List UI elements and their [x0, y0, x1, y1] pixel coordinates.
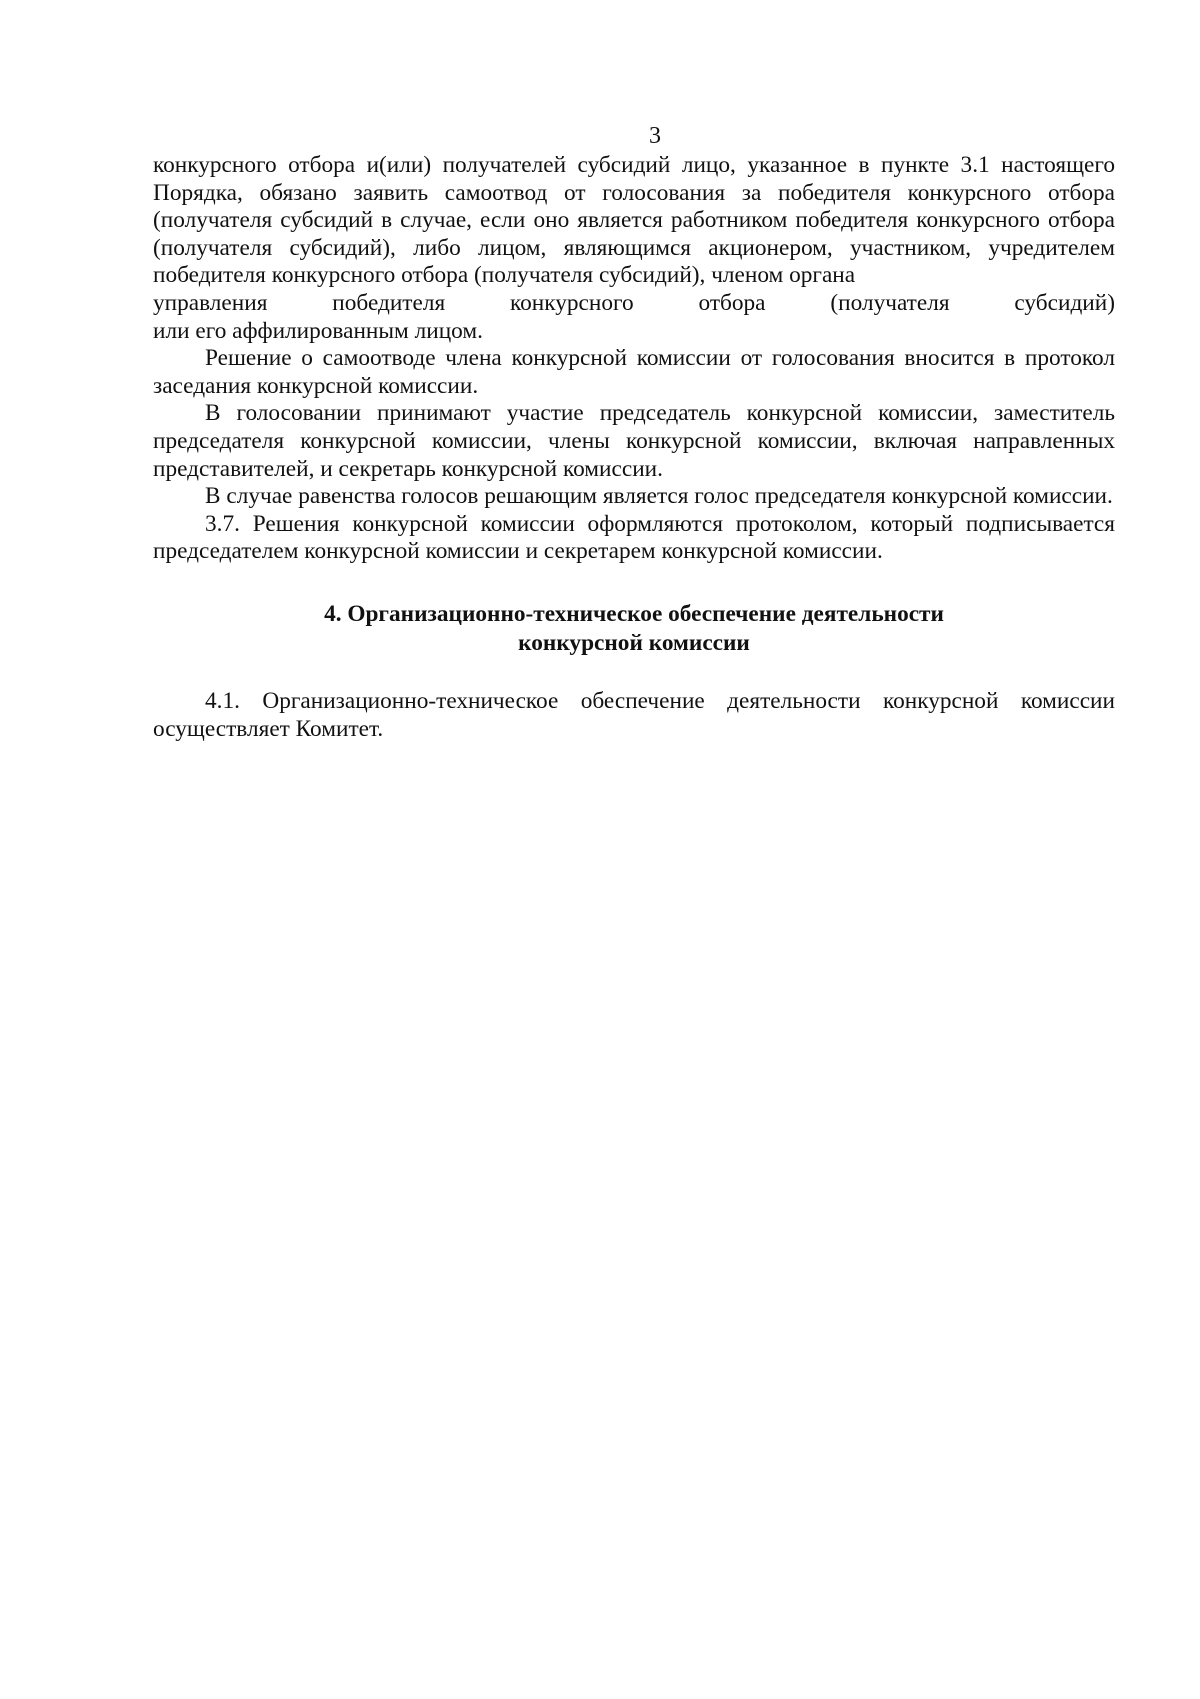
paragraph-4-1-support: 4.1. Организационно-техническое обеспечение деятельности конкурсной комиссии осуществляет Комитет.	[153, 687, 1115, 742]
document-body	[153, 152, 1115, 743]
section-4-heading-line-2: конкурсной комиссии	[518, 629, 750, 656]
paragraph-self-recusal-line-block-3: или его аффилированным лицом.	[153, 317, 483, 344]
page-number: 3	[649, 123, 661, 149]
section-4-heading	[153, 600, 1115, 658]
paragraph-voting-participants: В голосовании принимают участие председатель конкурсной комиссии, заместитель председателя конкурсной комиссии, члены конкурсной комиссии, включая направленных представителей, и секретарь конкурсной комиссии.	[153, 400, 1115, 482]
paragraph-self-recusal-line-block-2: управления победителя конкурсного отбора (получателя субсидий)	[153, 289, 1115, 316]
paragraph-3-7-protocol: 3.7. Решения конкурсной комиссии оформляются протоколом, который подписывается председателем конкурсной комиссии и секретарем конкурсной комиссии.	[153, 510, 1115, 565]
section-4-heading-line-1: 4. Организационно-техническое обеспечение деятельности	[324, 600, 944, 627]
paragraph-self-recusal-line-block-1: конкурсного отбора и(или) получателей субсидий лицо, указанное в пункте 3.1 настоящего Порядка, обязано заявить самоотвод от голосования за победителя конкурсного отбора (получателя субсидий в случае, если оно является работником победителя конкурсного отбора (получателя субсидий), либо лицом, являющимся акционером, участником, учредителем победителя конкурсного отбора (получателя субсидий), членом органа	[153, 152, 1115, 289]
paragraph-recusal-decision: Решение о самоотводе члена конкурсной комиссии от голосования вносится в протокол заседания конкурсной комиссии.	[153, 345, 1115, 399]
paragraph-tie-vote: В случае равенства голосов решающим является голос председателя конкурсной комиссии.	[205, 483, 1113, 510]
